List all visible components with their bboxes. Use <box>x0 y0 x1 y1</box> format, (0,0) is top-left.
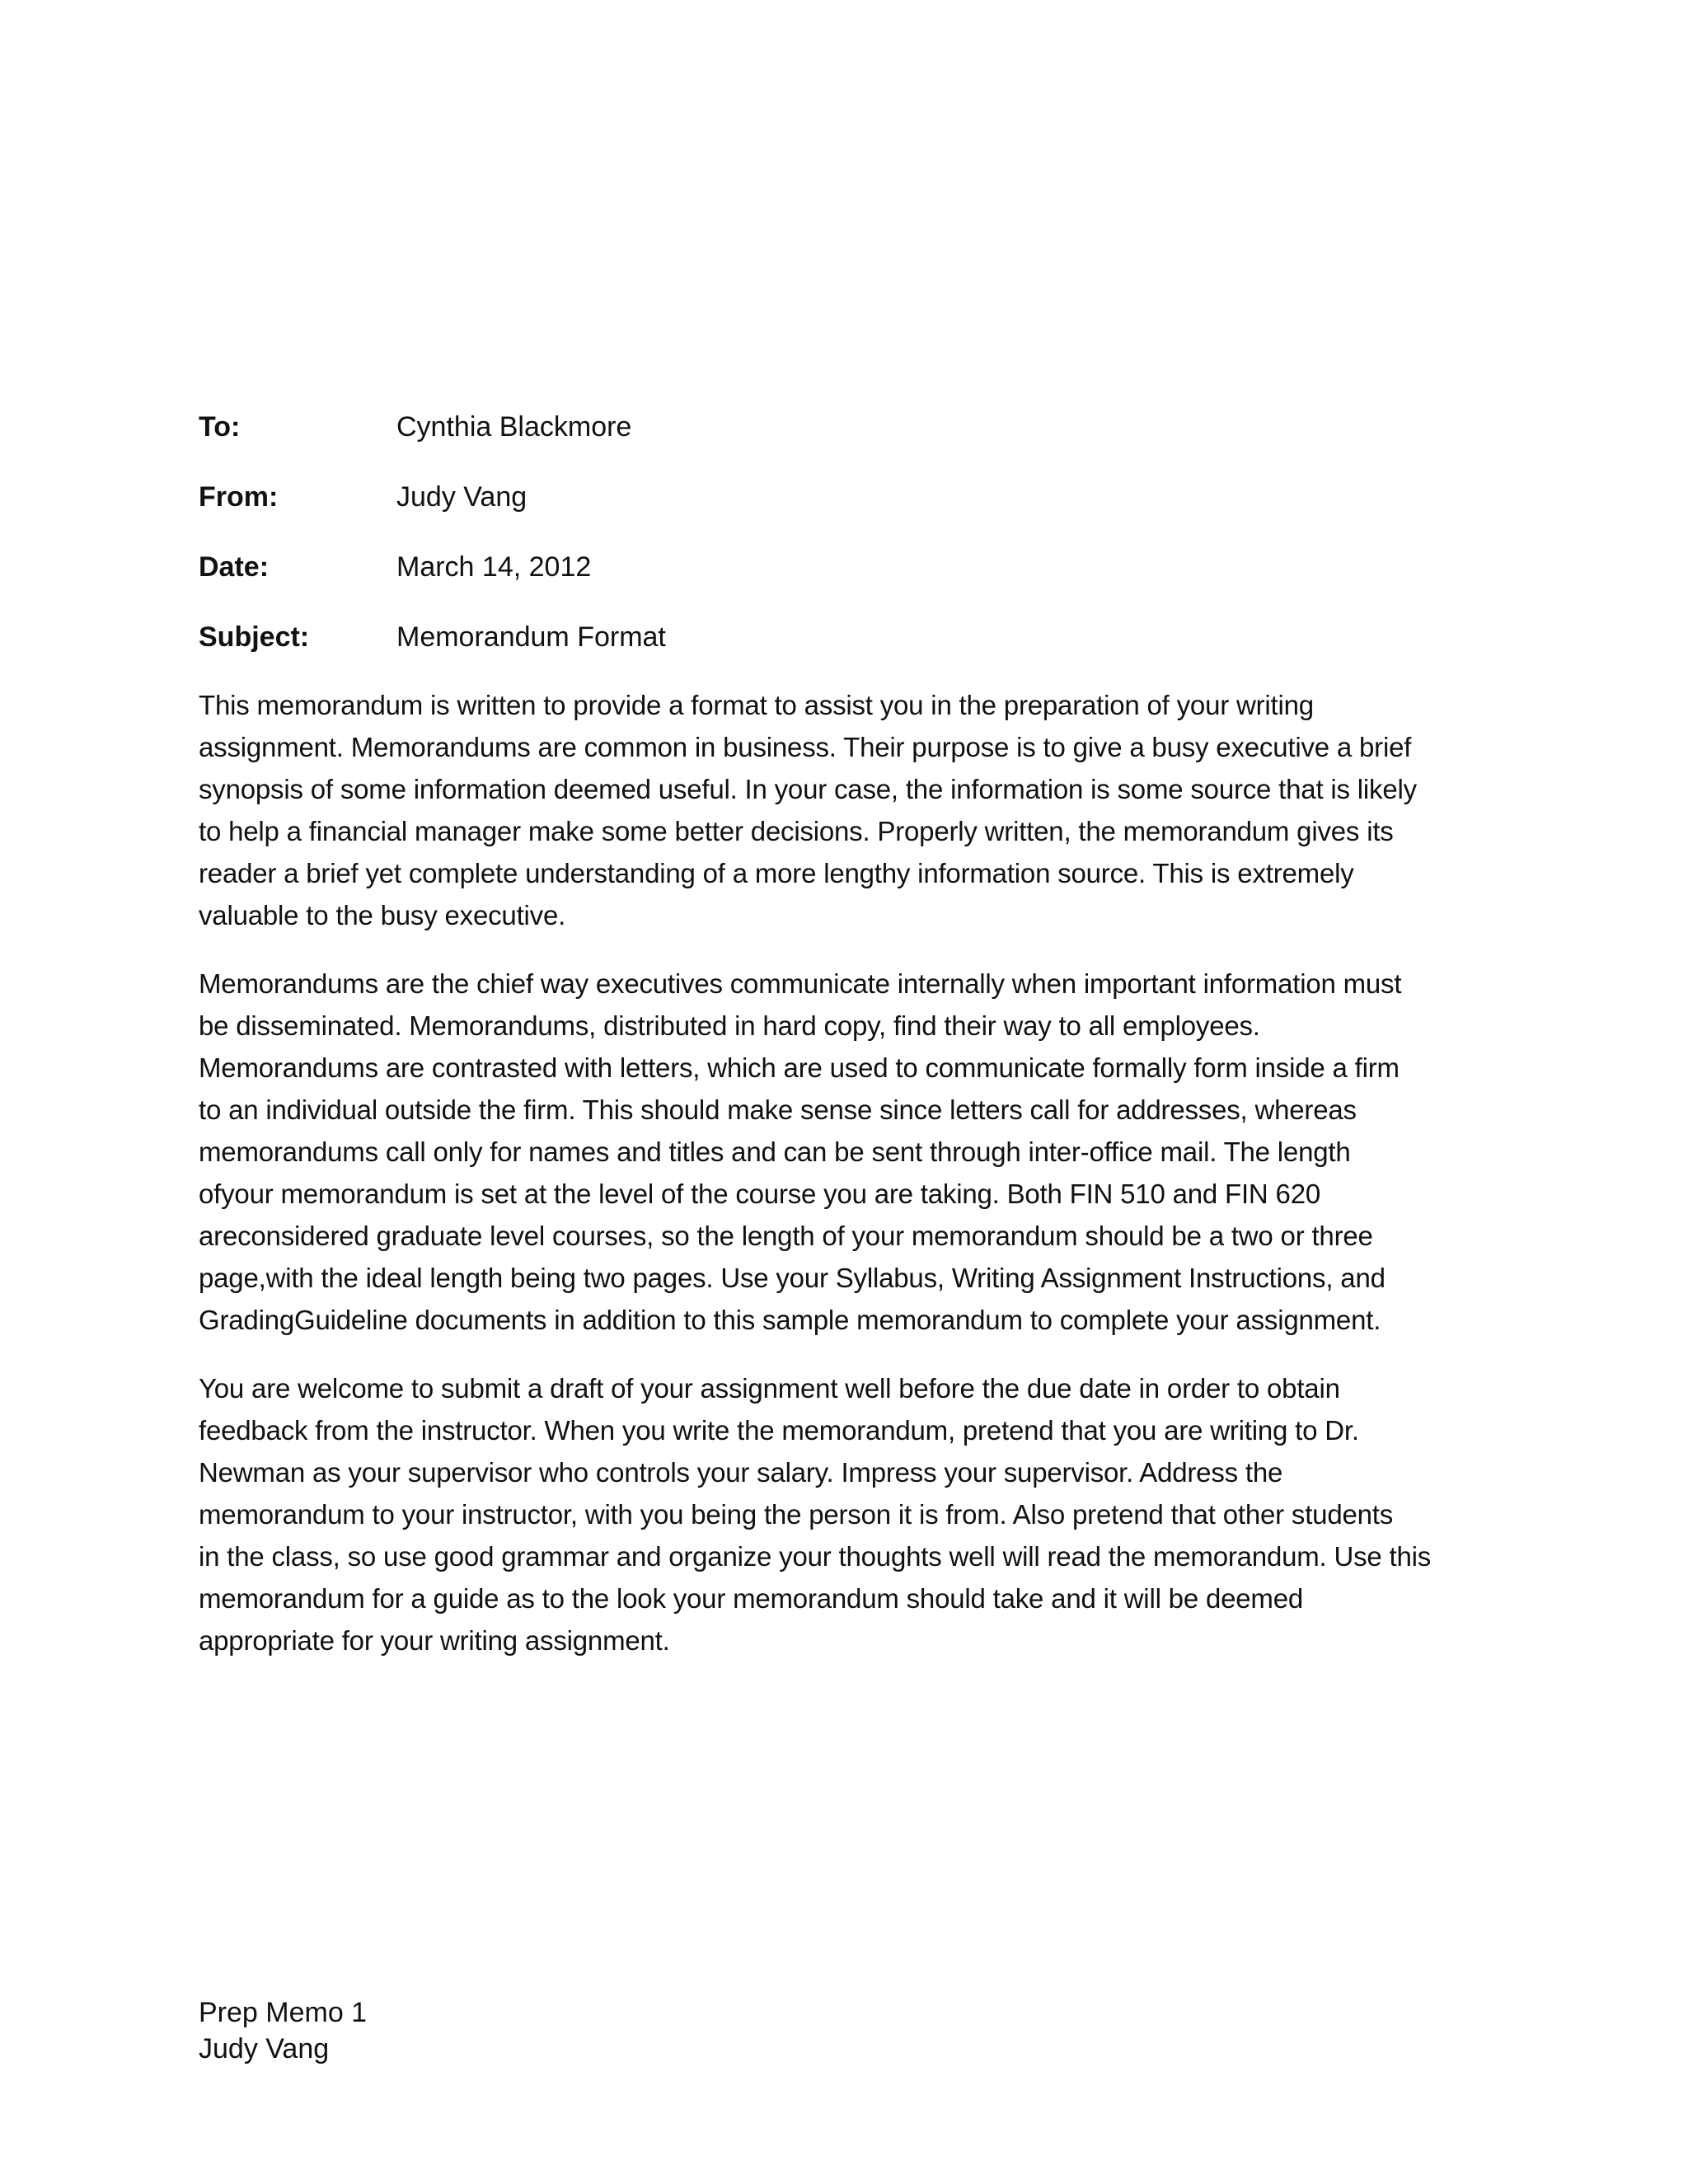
paragraph-line: feedback from the instructor. When you write the memorandum, pretend that you are writing to Dr. <box>199 1415 1359 1446</box>
from-value: Judy Vang <box>396 481 528 513</box>
footer-title: Prep Memo 1 <box>199 1997 368 2028</box>
body-paragraph-1 <box>199 684 1493 936</box>
paragraph-line: GradingGuideline documents in addition to this sample memorandum to complete your assignment. <box>199 1305 1381 1335</box>
memo-body <box>199 684 1493 1688</box>
paragraph-line: memorandum to your instructor, with you being the person it is from. Also pretend that other students <box>199 1499 1394 1530</box>
body-paragraph-2 <box>199 963 1493 1341</box>
subject-label: Subject: <box>199 621 310 653</box>
paragraph-line: memorandums call only for names and titles and can be sent through inter-office mail. The length <box>199 1137 1351 1167</box>
to-value: Cynthia Blackmore <box>396 411 632 443</box>
paragraph-line: You are welcome to submit a draft of your assignment well before the due date in order to obtain <box>199 1373 1340 1404</box>
paragraph-line: Memorandums are contrasted with letters, which are used to communicate formally form inside a firm <box>199 1052 1400 1083</box>
paragraph-line: areconsidered graduate level courses, so the length of your memorandum should be a two or three <box>199 1221 1373 1251</box>
body-paragraph-3 <box>199 1367 1493 1661</box>
paragraph-line: Memorandums are the chief way executives communicate internally when important information must <box>199 968 1402 999</box>
to-label: To: <box>199 411 241 443</box>
subject-value: Memorandum Format <box>396 621 666 653</box>
paragraph-line: valuable to the busy executive. <box>199 900 566 930</box>
paragraph-line: to help a financial manager make some better decisions. Properly written, the memorandum gives its <box>199 816 1394 846</box>
memo-header <box>199 405 1484 686</box>
paragraph-line: synopsis of some information deemed useful. In your case, the information is some source that is likely <box>199 774 1417 804</box>
footer-author: Judy Vang <box>199 2033 330 2064</box>
paragraph-line: appropriate for your writing assignment. <box>199 1625 670 1656</box>
paragraph-line: memorandum for a guide as to the look your memorandum should take and it will be deemed <box>199 1583 1303 1614</box>
from-label: From: <box>199 481 279 513</box>
to-row <box>199 405 1484 476</box>
paragraph-line: reader a brief yet complete understanding of a more lengthy information source. This is extremely <box>199 858 1354 888</box>
paragraph-line: page,with the ideal length being two pages. Use your Syllabus, Writing Assignment Instructions, and <box>199 1263 1386 1293</box>
subject-row <box>199 616 1484 686</box>
paragraph-line: to an individual outside the firm. This should make sense since letters call for addresses, whereas <box>199 1094 1357 1125</box>
date-value: March 14, 2012 <box>396 551 592 583</box>
paragraph-line: assignment. Memorandums are common in business. Their purpose is to give a busy executive a brief <box>199 732 1412 762</box>
paragraph-line: in the class, so use good grammar and organize your thoughts well will read the memorandum. Use this <box>199 1541 1432 1572</box>
memo-footer <box>199 1994 367 2067</box>
paragraph-line: Newman as your supervisor who controls your salary. Impress your supervisor. Address the <box>199 1457 1283 1488</box>
date-label: Date: <box>199 551 270 583</box>
from-row <box>199 476 1484 546</box>
paragraph-line: be disseminated. Memorandums, distributed in hard copy, find their way to all employees. <box>199 1010 1260 1041</box>
paragraph-line: This memorandum is written to provide a format to assist you in the preparation of your writing <box>199 690 1314 720</box>
paragraph-line: ofyour memorandum is set at the level of the course you are taking. Both FIN 510 and FIN 620 <box>199 1179 1320 1209</box>
date-row <box>199 546 1484 616</box>
